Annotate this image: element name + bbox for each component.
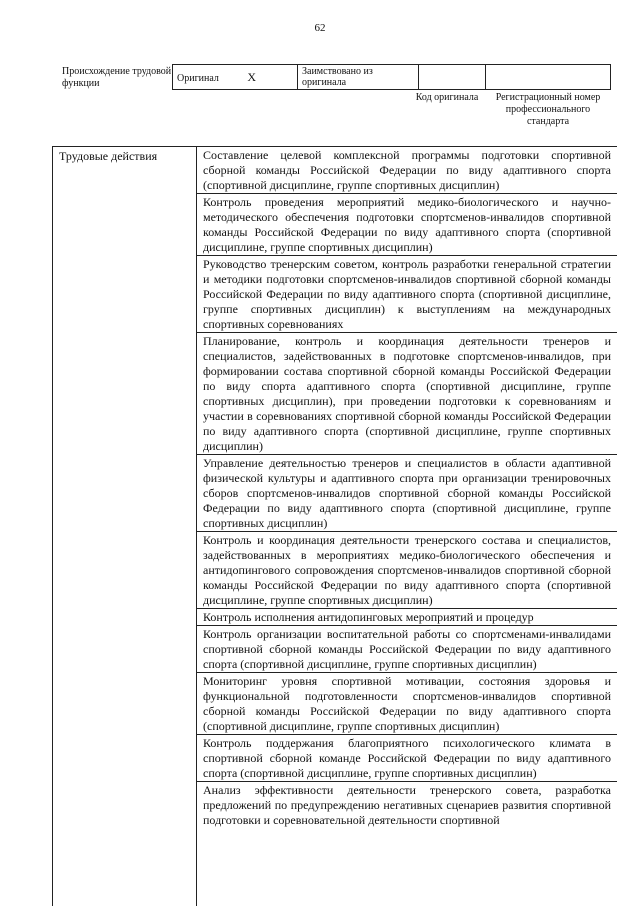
action-item: Контроль и координация деятельности тренерского состава и специалистов, задействованных в мероприятиях медико-биологического обеспечения и антидопингового сопровождения спортсменов-инвалидов спортивной сборной команды Российской Федерации по виду адаптивного спорта (спортивной дисциплине, группе спортивных дисциплин) xyxy=(197,532,617,609)
action-item: Контроль организации воспитательной работы со спортсменами-инвалидами спортивной сборной команды Российской Федерации по виду адаптивного спорта (спортивной дисциплине, группе спортивных дисциплин) xyxy=(197,626,617,673)
reg-number-cell xyxy=(486,65,611,90)
action-item: Контроль поддержания благоприятного психологического климата в спортивной сборной команде Российской Федерации по виду адаптивного спорта (спортивной дисциплине, группе спортивных дисциплин) xyxy=(197,735,617,782)
actions-label-cell xyxy=(53,147,197,906)
code-caption: Код оригинала xyxy=(415,92,479,103)
action-item: Мониторинг уровня спортивной мотивации, состояния здоровья и функциональной подготовленности спортсменов-инвалидов спортивной сборной команды Российской Федерации по виду адаптивного спорта (спортивной дисциплине, группе спортивных дисциплин) xyxy=(197,673,617,735)
labor-actions-table xyxy=(52,146,617,906)
borrowed-cell: Заимствовано из оригинала xyxy=(298,65,419,90)
page-number: 62 xyxy=(314,22,326,34)
original-cell xyxy=(173,65,298,90)
code-cell xyxy=(419,65,486,90)
original-label: Оригинал xyxy=(177,72,219,84)
actions-label: Трудовые действия xyxy=(59,149,158,163)
action-item: Управление деятельностью тренеров и специалистов в области адаптивной физической культуры и адаптивного спорта при организации тренировочных сборов спортсменов-инвалидов спортивной сборной команды Российской Федерации по виду адаптивного спорта (спортивной дисциплине, группе спортивных дисциплин) xyxy=(197,455,617,532)
origin-label: Происхождение трудовой функции xyxy=(62,66,172,89)
original-mark: X xyxy=(247,69,257,84)
action-item: Составление целевой комплексной программы подготовки спортивной сборной команды Российской Федерации по виду адаптивного спорта (спортивной дисциплине, группе спортивных дисциплин) xyxy=(197,147,617,194)
origin-table xyxy=(172,64,611,90)
action-item: Контроль проведения мероприятий медико-биологического и научно-методического обеспечения подготовки спортсменов-инвалидов спортивной команды Российской Федерации по виду адаптивного спорта (спортивной дисциплине, группе спортивных дисциплин) xyxy=(197,194,617,256)
actions-list xyxy=(197,147,617,828)
reg-caption: Регистрационный номер профессионального стандарта xyxy=(495,92,601,127)
action-item: Анализ эффективности деятельности тренерского совета, разработка предложений по предупреждению негативных сценариев развития спортивной подготовки и соревновательной деятельности спортивной xyxy=(203,783,611,827)
action-item: Руководство тренерским советом, контроль разработки генеральной стратегии и методики подготовки спортсменов-инвалидов спортивной сборной команды Российской Федерации по виду адаптивного спорта (спортивной дисциплине, группе спортивных дисциплин) к выступлениям на международных спортивных соревнованиях xyxy=(197,256,617,333)
action-item: Планирование, контроль и координация деятельности тренеров и специалистов, задействованных в подготовке спортсменов-инвалидов, при формировании состава спортивной сборной команды Российской Федерации по виду спорта адаптивного спорта (спортивной дисциплине, группе спортивных дисциплин), при проведении подготовки к соревнованиям и участии в соревнованиях спортивной сборной команды Российской Федерации по виду адаптивного спорта (спортивной дисциплине, группе спортивных дисциплин) xyxy=(197,333,617,455)
action-item: Контроль исполнения антидопинговых мероприятий и процедур xyxy=(197,609,617,626)
